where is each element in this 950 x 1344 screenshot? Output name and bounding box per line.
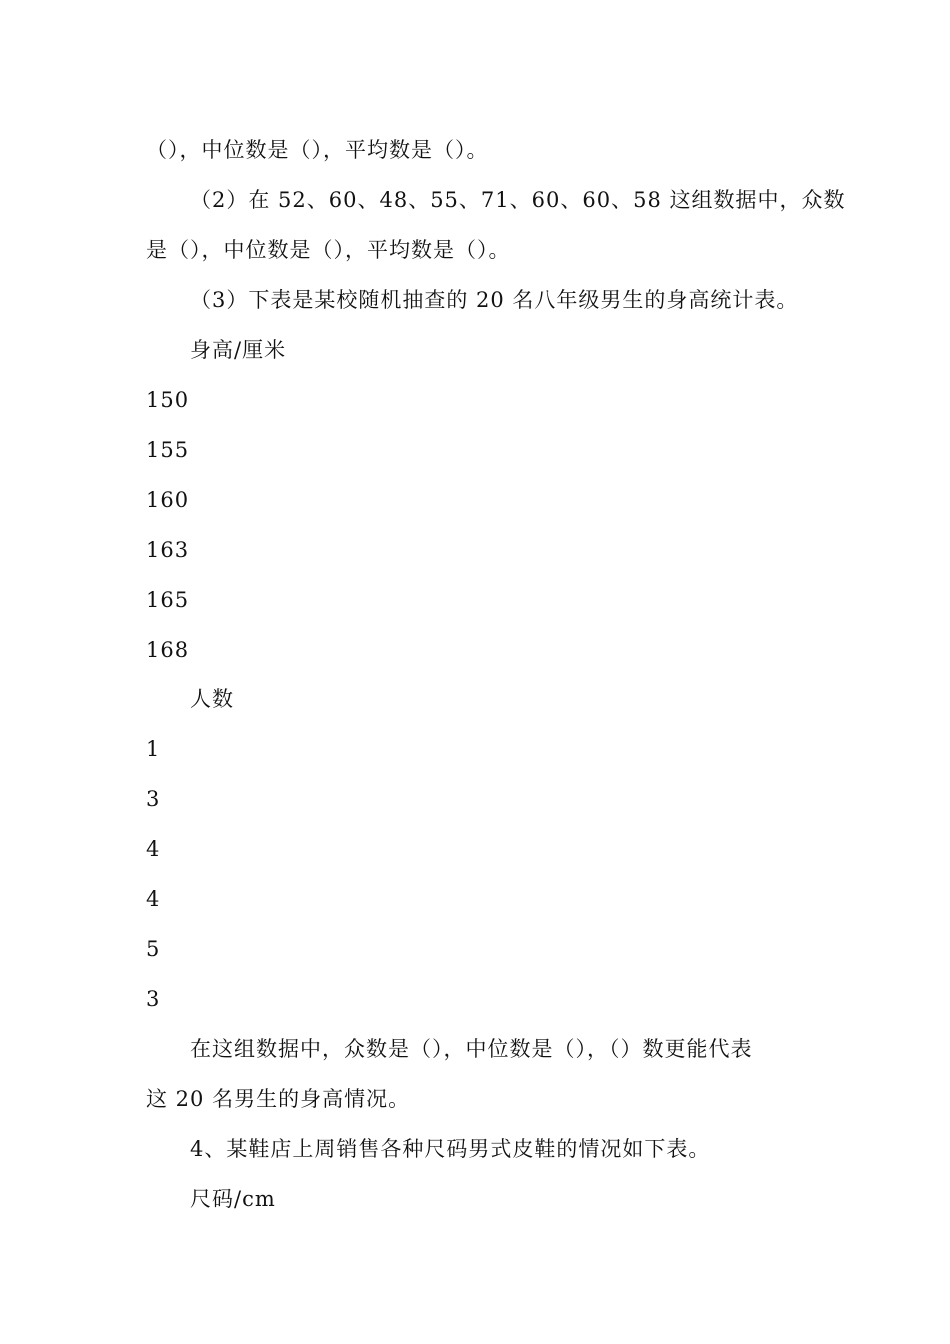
height-value: 150 bbox=[146, 388, 190, 412]
count-value: 5 bbox=[146, 937, 161, 961]
count-value: 3 bbox=[146, 987, 161, 1011]
table-header-shoe-size: 尺码/cm bbox=[190, 1187, 276, 1211]
height-value: 160 bbox=[146, 488, 190, 512]
question-3-prompt-line-2: 这 20 名男生的身高情况。 bbox=[146, 1087, 411, 1111]
table-header-height: 身高/厘米 bbox=[190, 338, 287, 362]
question-2-line-1: （2）在 52、60、48、55、71、60、60、58 这组数据中，众数 bbox=[190, 188, 846, 212]
question-3-intro: （3）下表是某校随机抽查的 20 名八年级男生的身高统计表。 bbox=[190, 288, 799, 312]
count-value: 4 bbox=[146, 887, 161, 911]
height-value: 163 bbox=[146, 538, 190, 562]
height-value: 165 bbox=[146, 588, 190, 612]
question-1-continuation: （），中位数是（），平均数是（）。 bbox=[146, 138, 489, 162]
question-3-prompt-line-1: 在这组数据中，众数是（），中位数是（），（）数更能代表 bbox=[190, 1037, 753, 1061]
question-4-intro: 4、某鞋店上周销售各种尺码男式皮鞋的情况如下表。 bbox=[190, 1137, 711, 1161]
count-value: 1 bbox=[146, 737, 161, 761]
table-header-count: 人数 bbox=[190, 687, 234, 711]
count-value: 3 bbox=[146, 787, 161, 811]
height-value: 168 bbox=[146, 638, 190, 662]
height-value: 155 bbox=[146, 438, 190, 462]
count-value: 4 bbox=[146, 837, 161, 861]
question-2-line-2: 是（），中位数是（），平均数是（）。 bbox=[146, 238, 511, 262]
